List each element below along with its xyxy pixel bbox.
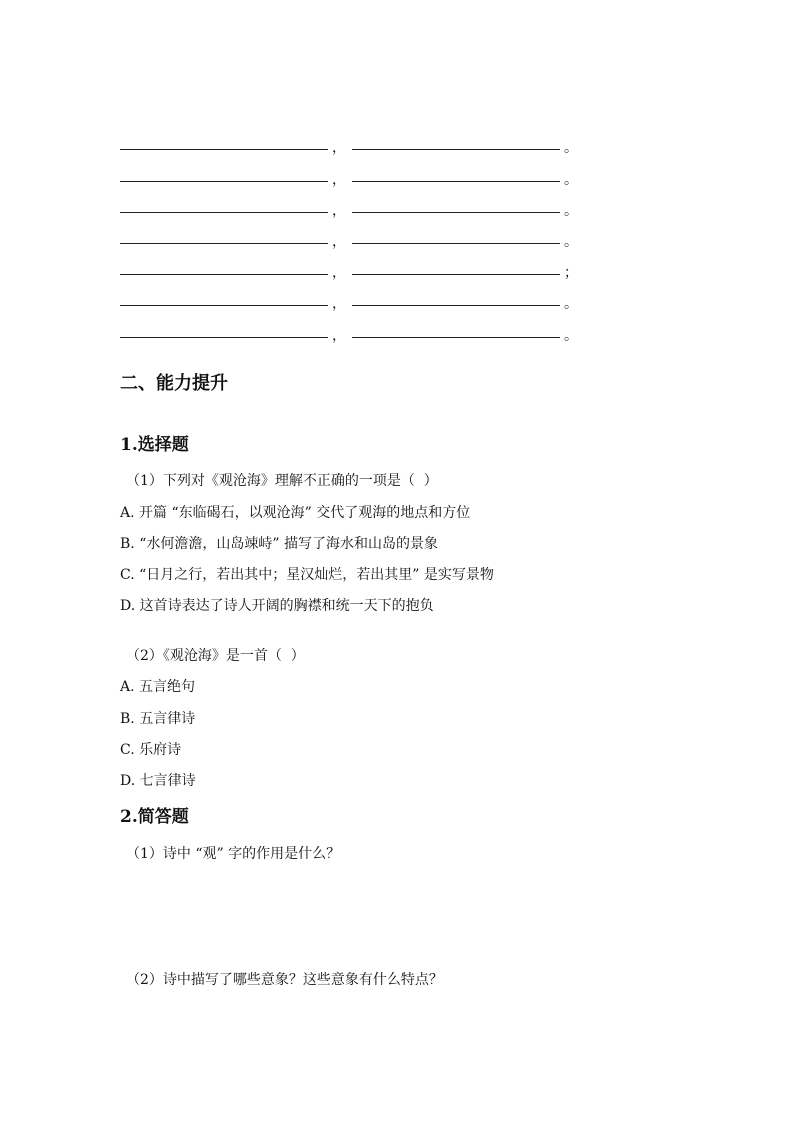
option-d[interactable]: D. 七言律诗 xyxy=(120,773,196,789)
end-punctuation: 。 xyxy=(564,140,578,156)
answer-blank[interactable] xyxy=(352,149,560,150)
answer-blank[interactable] xyxy=(120,337,328,338)
blank-row xyxy=(120,162,590,188)
blank-row xyxy=(120,318,590,344)
short-answer-question: （1）诗中 “观” 字的作用是什么？ xyxy=(126,846,341,862)
blank-row xyxy=(120,130,590,156)
blank-row xyxy=(120,193,590,219)
answer-blank[interactable] xyxy=(352,243,560,244)
separator: ， xyxy=(332,296,346,312)
answer-blank[interactable] xyxy=(352,212,560,213)
option-d[interactable]: D. 这首诗表达了诗人开阔的胸襟和统一天下的抱负 xyxy=(120,598,434,614)
end-punctuation: 。 xyxy=(564,203,578,219)
part-title-choice: 1.选择题 xyxy=(120,435,189,455)
answer-blank[interactable] xyxy=(352,274,560,275)
answer-blank[interactable] xyxy=(120,243,328,244)
answer-blank[interactable] xyxy=(120,181,328,182)
answer-blank[interactable] xyxy=(120,212,328,213)
blank-row xyxy=(120,286,590,312)
separator: ， xyxy=(332,328,346,344)
question-stem: （2）《观沧海》是一首（ ） xyxy=(126,648,305,664)
section-title: 二、能力提升 xyxy=(120,373,228,394)
option-a[interactable]: A. 五言绝句 xyxy=(120,679,196,695)
answer-blank[interactable] xyxy=(352,181,560,182)
end-punctuation: 。 xyxy=(564,296,578,312)
answer-blank[interactable] xyxy=(120,274,328,275)
answer-blank[interactable] xyxy=(120,149,328,150)
option-b[interactable]: B. 五言律诗 xyxy=(120,711,196,727)
separator: ， xyxy=(332,265,346,281)
separator: ， xyxy=(332,172,346,188)
separator: ， xyxy=(332,203,346,219)
answer-blank[interactable] xyxy=(120,305,328,306)
end-punctuation: 。 xyxy=(564,328,578,344)
answer-blank[interactable] xyxy=(352,337,560,338)
separator: ， xyxy=(332,140,346,156)
question-stem: （1）下列对《观沧海》理解不正确的一项是（ ） xyxy=(126,473,438,489)
end-punctuation: 。 xyxy=(564,172,578,188)
option-a[interactable]: A. 开篇 “东临碣石，以观沧海” 交代了观海的地点和方位 xyxy=(120,505,471,521)
part-title-short-answer: 2.简答题 xyxy=(120,807,189,827)
end-punctuation: ； xyxy=(564,265,578,281)
blank-row xyxy=(120,255,590,281)
option-b[interactable]: B. “水何澹澹，山岛竦峙” 描写了海水和山岛的景象 xyxy=(120,536,438,552)
separator: ， xyxy=(332,234,346,250)
short-answer-question: （2）诗中描写了哪些意象？这些意象有什么特点？ xyxy=(126,972,443,988)
option-c[interactable]: C. 乐府诗 xyxy=(120,742,182,758)
answer-blank[interactable] xyxy=(352,305,560,306)
option-c[interactable]: C. “日月之行，若出其中；星汉灿烂，若出其里” 是实写景物 xyxy=(120,567,494,583)
end-punctuation: 。 xyxy=(564,234,578,250)
blank-row xyxy=(120,224,590,250)
